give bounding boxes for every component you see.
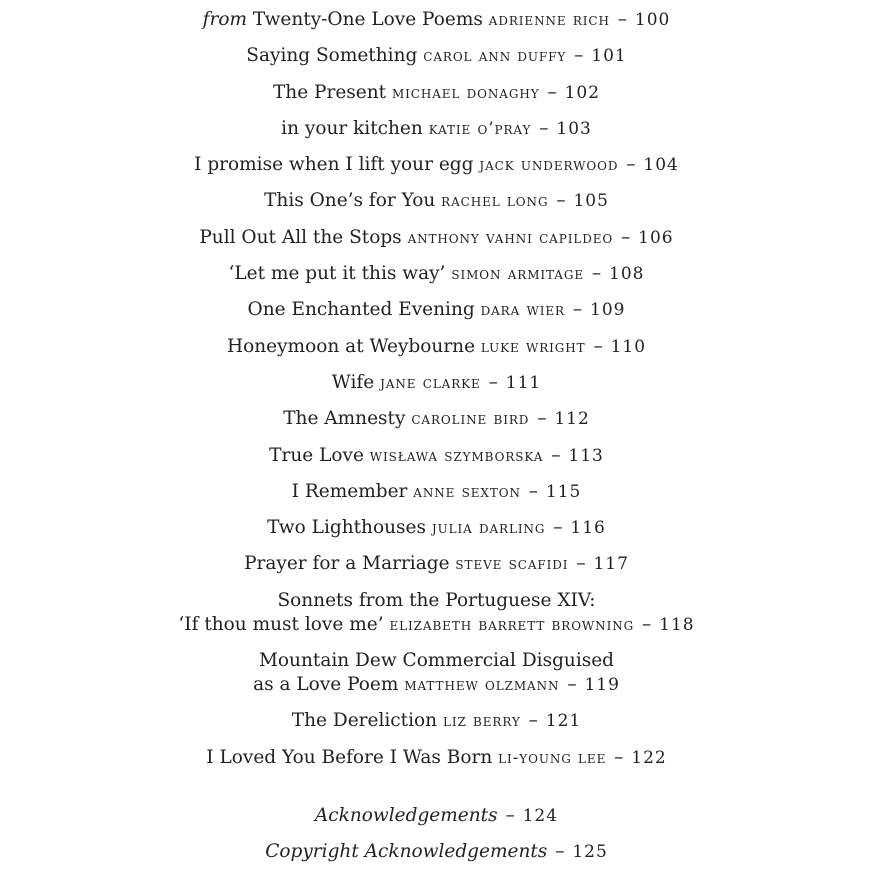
- toc-entry-copyright-acknowledgements[interactable]: [0, 840, 873, 864]
- entry-separator: –: [574, 45, 584, 67]
- entry-separator: –: [539, 117, 549, 139]
- toc-entry[interactable]: [0, 189, 873, 213]
- entry-author: dara wier: [480, 300, 565, 321]
- toc-entry[interactable]: [0, 589, 873, 637]
- entry-title: ‘If thou must love me’: [178, 613, 384, 635]
- entry-page-number: 100: [634, 10, 671, 30]
- toc-entry[interactable]: [0, 649, 873, 697]
- entry-page-number: 106: [638, 227, 674, 248]
- entry-author: anne sexton: [413, 481, 521, 502]
- entry-title: I Remember: [291, 480, 408, 502]
- entry-author: li-young lee: [498, 747, 607, 768]
- entry-author: rachel long: [441, 191, 549, 212]
- entry-author: luke wright: [480, 336, 586, 357]
- toc-entry[interactable]: [0, 8, 873, 32]
- toc-entry[interactable]: [0, 516, 873, 540]
- entry-separator: –: [555, 841, 565, 863]
- entry-separator: –: [528, 480, 539, 502]
- entry-title-line2: [0, 673, 873, 697]
- entry-page-number: 125: [572, 842, 608, 863]
- entry-title-line1: Mountain Dew Commercial Disguised: [258, 650, 615, 672]
- entry-author: carol ann duffy: [423, 46, 567, 67]
- entry-separator: –: [626, 154, 636, 176]
- entry-separator: –: [614, 746, 624, 768]
- toc-entry[interactable]: [0, 335, 873, 359]
- entry-author: jane clarke: [380, 372, 481, 393]
- toc-entry[interactable]: [0, 746, 873, 770]
- entry-author: wisława szymborska: [369, 445, 544, 466]
- entry-separator: –: [551, 444, 561, 466]
- toc-entry[interactable]: [0, 44, 873, 68]
- entry-separator: –: [505, 805, 515, 826]
- entry-author: elizabeth barrett browning: [389, 614, 635, 635]
- entry-page-number: 112: [554, 409, 590, 430]
- entry-separator: –: [641, 613, 652, 635]
- toc-entry[interactable]: [0, 444, 873, 468]
- toc-entry[interactable]: [0, 117, 873, 141]
- entry-title: Honeymoon at Weybourne: [226, 335, 476, 357]
- entry-title-line2: [0, 613, 873, 637]
- entry-title: in your kitchen: [281, 117, 423, 139]
- entry-title: Twenty-One Love Poems: [252, 9, 483, 30]
- entry-page-number: 119: [584, 675, 620, 696]
- entry-author: michael donaghy: [391, 82, 540, 103]
- entry-page-number: 104: [643, 155, 679, 176]
- toc-entry[interactable]: [0, 480, 873, 504]
- entry-author: julia darling: [431, 518, 546, 539]
- entry-page-number: 109: [590, 300, 626, 321]
- entry-title: True Love: [269, 444, 364, 466]
- entry-page-number: 124: [522, 806, 559, 826]
- entry-page-number: 108: [609, 264, 645, 285]
- toc-entry[interactable]: [0, 153, 873, 177]
- entry-title: Wife: [331, 371, 375, 393]
- entry-page-number: 122: [631, 747, 667, 768]
- entry-page-number: 101: [591, 46, 627, 67]
- entry-title-line1: Sonnets from the Portuguese XIV:: [277, 589, 596, 611]
- entry-author: katie o’pray: [428, 118, 532, 139]
- entry-separator: –: [593, 335, 603, 357]
- entry-title: The Dereliction: [291, 710, 438, 732]
- entry-prefix: from: [202, 9, 248, 30]
- entry-title: as a Love Poem: [253, 674, 399, 696]
- entry-page-number: 121: [545, 711, 582, 732]
- entry-page-number: 117: [593, 554, 629, 575]
- entry-author: anthony vahni capildeo: [407, 227, 614, 248]
- entry-page-number: 111: [505, 372, 542, 393]
- entry-page-number: 118: [659, 614, 695, 635]
- entry-author: adrienne rich: [488, 10, 610, 30]
- entry-page-number: 116: [570, 518, 606, 539]
- toc-entry-acknowledgements[interactable]: [0, 804, 873, 828]
- toc-entry[interactable]: [0, 298, 873, 322]
- entry-author: steve scafidi: [455, 554, 569, 575]
- entry-page-number: 110: [610, 336, 647, 357]
- entry-title: One Enchanted Evening: [247, 299, 475, 321]
- entry-page-number: 105: [573, 191, 609, 212]
- entry-title: Pull Out All the Stops: [199, 226, 402, 248]
- entry-title: The Amnesty: [283, 408, 406, 430]
- entry-page-number: 113: [568, 445, 604, 466]
- entry-separator: –: [591, 263, 602, 285]
- entry-separator: –: [553, 517, 563, 539]
- entry-author: simon armitage: [451, 264, 585, 285]
- entry-title: Two Lighthouses: [267, 517, 426, 539]
- entry-separator: –: [488, 371, 498, 393]
- toc-entry[interactable]: [0, 709, 873, 733]
- entry-separator: –: [617, 9, 627, 30]
- entry-title: I Loved You Before I Was Born: [206, 746, 493, 768]
- entry-separator: –: [576, 553, 586, 575]
- entry-separator: –: [537, 408, 547, 430]
- entry-author: matthew olzmann: [404, 675, 560, 696]
- entry-title: Acknowledgements: [314, 805, 498, 826]
- entry-separator: –: [621, 226, 631, 248]
- toc-entry[interactable]: [0, 226, 873, 250]
- entry-author: caroline bird: [411, 409, 530, 430]
- entry-separator: –: [572, 299, 583, 321]
- entry-author: liz berry: [442, 711, 521, 732]
- entry-author: jack underwood: [479, 155, 619, 176]
- back-matter-list: [0, 804, 873, 877]
- entry-page-number: 115: [545, 481, 582, 502]
- toc-list: [0, 8, 873, 770]
- entry-title: Copyright Acknowledgements: [265, 841, 548, 863]
- entry-title: The Present: [272, 81, 387, 103]
- entry-separator: –: [528, 710, 538, 732]
- entry-title: Saying Something: [246, 45, 418, 67]
- entry-title: Prayer for a Marriage: [244, 553, 450, 575]
- entry-page-number: 103: [556, 118, 592, 139]
- entry-separator: –: [547, 81, 557, 103]
- toc-entry[interactable]: [0, 262, 873, 286]
- toc-entry[interactable]: [0, 81, 873, 105]
- entry-page-number: 102: [564, 82, 601, 103]
- entry-title: ‘Let me put it this way’: [228, 263, 446, 285]
- entry-separator: –: [567, 674, 577, 696]
- entry-title: I promise when I lift your egg: [194, 154, 474, 176]
- entry-title: This One’s for You: [264, 190, 436, 212]
- toc-entry[interactable]: [0, 371, 873, 395]
- entry-separator: –: [556, 190, 566, 212]
- toc-entry[interactable]: [0, 552, 873, 576]
- toc-entry[interactable]: [0, 407, 873, 431]
